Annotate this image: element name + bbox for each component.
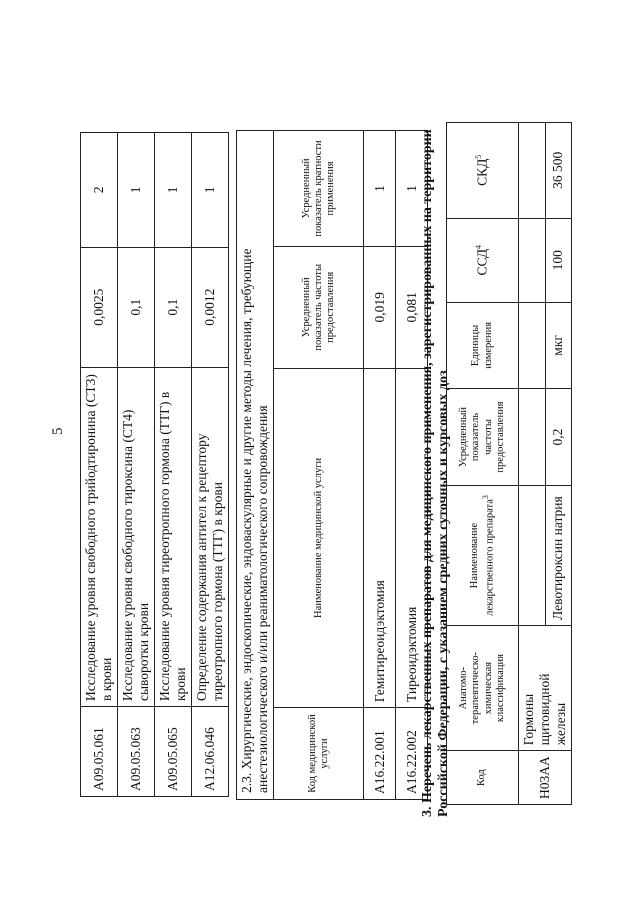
service-code: A09.05.063 [118,707,155,797]
multiplicity-value: 1 [118,133,155,248]
frequency-value: 0,019 [364,246,396,368]
service-name: Тиреоидэктомия [396,368,428,707]
header-multiplicity: Усредненный показатель кратности применения [274,131,364,247]
empty-cell [519,302,546,388]
frequency-value: 0,0012 [192,247,229,367]
units-value: мкг [545,302,572,388]
service-name: Определение содержания антител к рецептору тиреотропного гормона (ТТГ) в крови [192,367,229,706]
service-name: Исследование уровня свободного тироксина (СТ4) сыворотки крови [118,367,155,706]
skd-value: 36 500 [545,123,572,219]
drug-name: Левотироксин натрия [545,486,572,626]
service-code: A09.05.065 [155,707,192,797]
multiplicity-value: 2 [81,133,118,248]
multiplicity-value: 1 [364,131,396,247]
section-title-row [237,131,274,800]
header-code: Код медицинской услуги [274,708,364,800]
frequency-value: 0,081 [396,246,428,368]
header-frequency: Усредненный показатель частоты предоставления [274,246,364,368]
header-row [274,131,364,800]
service-name: Гемитиреоидэктомия [364,368,396,707]
header-name: Наименование медицинской услуги [274,368,364,707]
header-row [447,123,519,805]
ssd-value: 100 [545,218,572,302]
service-code: A16.22.002 [396,708,428,800]
frequency-value: 0,1 [118,247,155,367]
frequency-value: 0,1 [155,247,192,367]
multiplicity-value: 1 [192,133,229,248]
footnote-mark: 5 [474,154,484,159]
section-3-heading: 3. Перечень лекарственных препаратов для медицинского применения, зарегистрированных на территории Российской Федерации, с указанием средних суточных и курсовых доз [420,129,452,817]
drugs-table [446,122,572,805]
section-2-3-title: 2.3. Хирургические, эндоскопические, эндоваскулярные и другие методы лечения, требующие анестезиологического и/или реаниматологического сопровождения [237,131,274,800]
header-skd [447,123,519,219]
service-name: Исследование уровня тиреотропного гормона (ТТГ) в крови [155,367,192,706]
footnote-mark: 3 [480,495,490,500]
footnote-mark: 4 [474,244,484,249]
service-code: A09.05.061 [81,707,118,797]
header-skd-label: СКД [474,158,490,186]
header-units: Единицы измерения [447,302,519,388]
header-ssd-label: ССД [474,248,490,276]
surgery-table [236,130,428,800]
atc-code: H03AA [519,751,572,805]
table-row [364,131,396,800]
header-atc: Анатомо-терапевтическо-химическая классификация [447,625,519,750]
frequency-value: 0,0025 [81,247,118,367]
header-frequency: Усредненный показатель частоты предоставления [447,389,519,486]
service-name: Исследование уровня свободного трийодтиронина (СТ3) в крови [81,367,118,706]
lab-tests-table [80,132,229,797]
header-drug-label: Наименование лекарственного препарата [468,499,496,616]
service-code: A12.06.046 [192,707,229,797]
table-row [81,133,118,797]
empty-cell [519,123,546,219]
multiplicity-value: 1 [155,133,192,248]
header-code: Код [447,751,519,805]
header-ssd [447,218,519,302]
frequency-value: 0,2 [545,389,572,486]
atc-group: Гормоны щитовидной железы [519,625,572,750]
table-row [192,133,229,797]
table-row [519,123,546,805]
header-drug [447,486,519,626]
service-code: A16.22.001 [364,708,396,800]
empty-cell [519,486,546,626]
multiplicity-value: 1 [396,131,428,247]
table-row [118,133,155,797]
empty-cell [519,218,546,302]
empty-cell [519,389,546,486]
table-row [155,133,192,797]
page-number: 5 [50,427,66,435]
